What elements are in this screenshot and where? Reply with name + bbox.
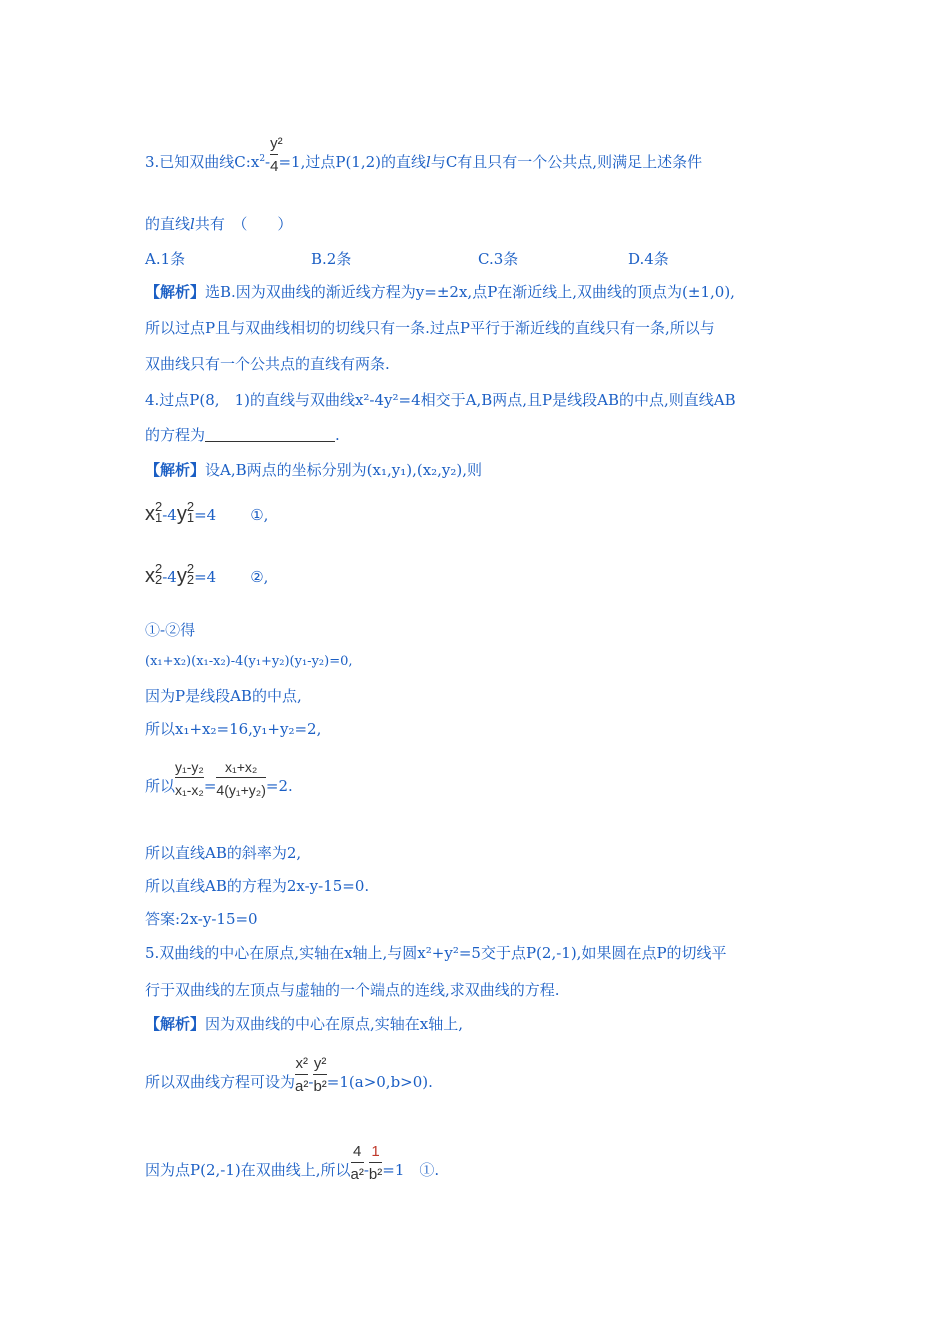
- q5-hyperbola-form: 所以双曲线方程可设为 $\frac{\text{x²}}{\text{a²}}-$ $\frac{\text{y²}}{\text{b²}}=1(a>0,b>0)$.: [145, 1055, 433, 1095]
- q3-fraction: $\frac{\text{y²}}{4}$: [270, 135, 283, 175]
- q4-step-4: 所以x₁+x₂=16,y₁+y₂=2,: [145, 720, 322, 738]
- q4-step-5: 所以直线AB的斜率为2,: [145, 844, 302, 862]
- q5-stem-line2: 行于双曲线的左顶点与虚轴的一个端点的连线,求双曲线的方程.: [145, 981, 560, 999]
- q3-stem-line2: 的直线l共有 （ ）: [145, 215, 293, 233]
- q3-option-c: C.3条: [478, 250, 519, 268]
- solution-tag: 【解析】: [145, 1015, 206, 1033]
- q3-option-b: B.2条: [311, 250, 352, 268]
- q4-step-2: (x₁+x₂)(x₁-x₂)-4(y₁+y₂)(y₁-y₂)=0,: [145, 654, 353, 669]
- q4-slope-fraction-line: 所以 $\frac{\text{y₁-y₂}}{\text{x₁-x₂}}=$ $\frac{\text{x₁+x₂}}{\text{4(y₁+y₂)}}=2$.: [145, 759, 293, 798]
- q5-solution-line1: 【解析】因为双曲线的中心在原点,实轴在x轴上,: [145, 1015, 464, 1033]
- q4-stem-line1: 4.过点P(8, 1)的直线与双曲线x²-4y²=4相交于A,B两点,且P是线段AB的中点,则直线AB: [145, 391, 736, 409]
- q3-option-a: A.1条: [145, 250, 186, 268]
- q3-option-d: D.4条: [628, 250, 669, 268]
- q4-equation-2: x 2 2 -4y 2 2 =4 ②,: [145, 561, 269, 587]
- fraction-y2-b2: $\frac{\text{y²}}{\text{b²}}$: [313, 1055, 327, 1095]
- q4-step-6: 所以直线AB的方程为2x-y-15=0.: [145, 877, 370, 895]
- answer-blank: [205, 427, 335, 442]
- q4-solution-line1: 【解析】设A,B两点的坐标分别为(x₁,y₁),(x₂,y₂),则: [145, 461, 483, 479]
- q5-point-condition: 因为点P(2,-1)在双曲线上,所以 $\frac{4}{\text{a²}}-$ $\frac{1}{\text{b²}}=1$ ①.: [145, 1143, 440, 1183]
- q4-step-3: 因为P是线段AB的中点,: [145, 687, 302, 705]
- solution-tag: 【解析】: [145, 283, 206, 301]
- solution-tag: 【解析】: [145, 461, 206, 479]
- q4-stem-line2: 的方程为 .: [145, 426, 340, 444]
- fraction-x2-a2: $\frac{\text{x²}}{\text{a²}}$: [295, 1055, 309, 1095]
- q3-stem-line1: 3.已知双曲线$C:x^2-$ $\frac{\text{y²}}{4}=1$,过点P(1,2)的直线l与C有且只有一个公共点,则满足上述条件: [145, 135, 703, 175]
- slope-fraction-2: $\frac{\text{x₁+x₂}}{\text{4(y₁+y₂)}}$: [216, 759, 266, 798]
- slope-fraction-1: $\frac{\text{y₁-y₂}}{\text{x₁-x₂}}$: [175, 759, 204, 798]
- q3-solution-line2: 所以过点P且与双曲线相切的切线只有一条.过点P平行于渐近线的直线只有一条,所以与: [145, 319, 715, 337]
- fraction-1-b2: $\frac{1}{\text{b²}}$: [368, 1143, 383, 1183]
- q4-answer: 答案:2x-y-15=0: [145, 910, 258, 928]
- q3-solution-line3: 双曲线只有一个公共点的直线有两条.: [145, 355, 390, 373]
- q5-stem-line1: 5.双曲线的中心在原点,实轴在x轴上,与圆x²+y²=5交于点P(2,-1),如果圆在点P的切线平: [145, 944, 727, 962]
- q3-solution-line1: 【解析】选B.因为双曲线的渐近线方程为y=±2x,点P在渐近线上,双曲线的顶点为(±1,0),: [145, 283, 735, 301]
- fraction-4-a2: $\frac{4}{\text{a²}}$: [350, 1143, 364, 1183]
- q4-equation-1: x 2 1 -4y 2 1 =4 ①,: [145, 499, 269, 525]
- q4-step-1: ①-②得: [145, 621, 196, 639]
